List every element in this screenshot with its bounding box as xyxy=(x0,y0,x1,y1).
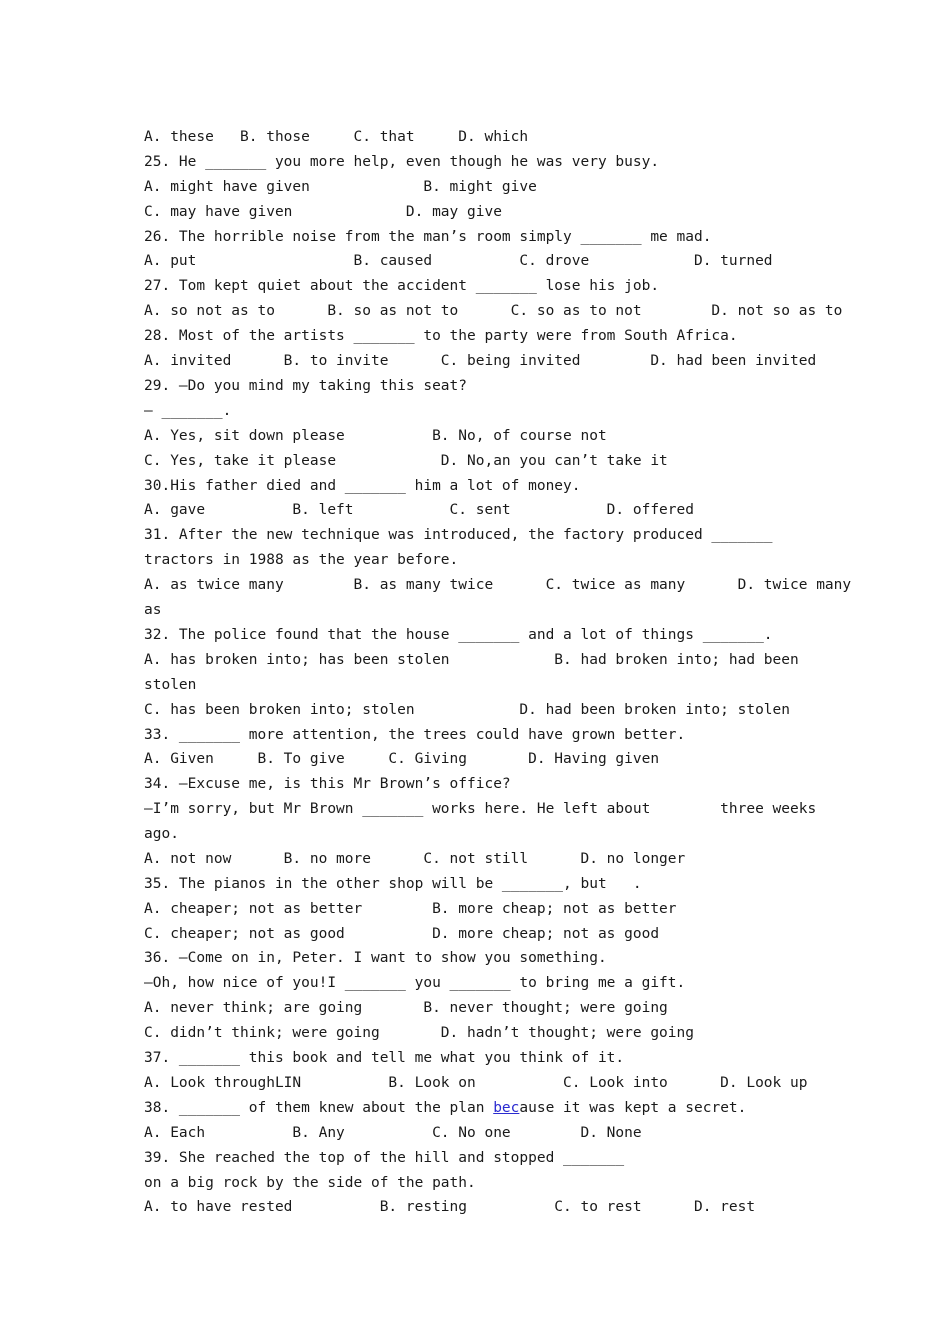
question-35: 35. The pianos in the other shop will be _______, but . xyxy=(144,876,642,892)
text-line: A. to have rested B. resting C. to rest D. rest xyxy=(144,1199,756,1215)
text-line: tractors in 1988 as the year before. xyxy=(144,552,459,568)
question-34: 34. —Excuse me, is this Mr Brown’s office? xyxy=(144,776,511,792)
q38-text-before: 38. _______ of them knew about the plan xyxy=(144,1100,494,1116)
text-line: C. has been broken into; stolen D. had been broken into; stolen xyxy=(144,702,791,718)
question-39: 39. She reached the top of the hill and stopped _______ xyxy=(144,1150,625,1166)
text-line: on a big rock by the side of the path. xyxy=(144,1175,476,1191)
question-37: 37. _______ this book and tell me what you think of it. xyxy=(144,1050,625,1066)
text-line: A. Look throughLIN B. Look on C. Look into D. Look up xyxy=(144,1075,808,1091)
text-line: A. invited B. to invite C. being invited D. had been invited xyxy=(144,353,817,369)
text-line: C. may have given D. may give xyxy=(144,204,502,220)
question-36: 36. —Come on in, Peter. I want to show you something. xyxy=(144,950,607,966)
text-line: A. gave B. left C. sent D. offered xyxy=(144,502,694,518)
text-line: A. cheaper; not as better B. more cheap; not as better xyxy=(144,901,677,917)
text-line: A. these B. those C. that D. which xyxy=(144,129,529,145)
question-32: 32. The police found that the house _______ and a lot of things _______. xyxy=(144,627,773,643)
question-31: 31. After the new technique was introduced, the factory produced _______ xyxy=(144,527,773,543)
text-line: as xyxy=(144,602,162,618)
text-line: —I’m sorry, but Mr Brown _______ works here. He left about three weeks xyxy=(144,801,817,817)
text-line: ago. xyxy=(144,826,179,842)
question-38 xyxy=(144,1098,746,1118)
question-30: 30.His father died and _______ him a lot of money. xyxy=(144,478,581,494)
text-line: A. Yes, sit down please B. No, of course not xyxy=(144,428,607,444)
question-33: 33. _______ more attention, the trees could have grown better. xyxy=(144,727,686,743)
q38-text-after: ause it was kept a secret. xyxy=(519,1100,747,1116)
question-27: 27. Tom kept quiet about the accident _______ lose his job. xyxy=(144,278,660,294)
because-link[interactable]: bec xyxy=(493,1100,520,1116)
text-line: A. so not as to B. so as not to C. so as to not D. not so as to xyxy=(144,303,843,319)
text-line: A. put B. caused C. drove D. turned xyxy=(144,253,773,269)
text-line: A. has broken into; has been stolen B. had broken into; had been xyxy=(144,652,799,668)
text-line: C. cheaper; not as good D. more cheap; not as good xyxy=(144,926,660,942)
text-line: A. Given B. To give C. Giving D. Having given xyxy=(144,751,660,767)
question-25: 25. He _______ you more help, even though he was very busy. xyxy=(144,154,660,170)
text-line: A. as twice many B. as many twice C. twice as many D. twice many xyxy=(144,577,852,593)
text-line: A. not now B. no more C. not still D. no longer xyxy=(144,851,686,867)
text-line: stolen xyxy=(144,677,197,693)
text-line: A. might have given B. might give xyxy=(144,179,537,195)
text-line: C. didn’t think; were going D. hadn’t thought; were going xyxy=(144,1025,694,1041)
text-line: — _______. xyxy=(144,403,232,419)
question-26: 26. The horrible noise from the man’s room simply _______ me mad. xyxy=(144,229,712,245)
question-28: 28. Most of the artists _______ to the party were from South Africa. xyxy=(144,328,738,344)
text-line: —Oh, how nice of you!I _______ you _______ to bring me a gift. xyxy=(144,975,686,991)
text-line: A. Each B. Any C. No one D. None xyxy=(144,1125,642,1141)
question-29: 29. —Do you mind my taking this seat? xyxy=(144,378,468,394)
text-line: C. Yes, take it please D. No,an you can’t take it xyxy=(144,453,668,469)
text-line: A. never think; are going B. never thought; were going xyxy=(144,1000,668,1016)
